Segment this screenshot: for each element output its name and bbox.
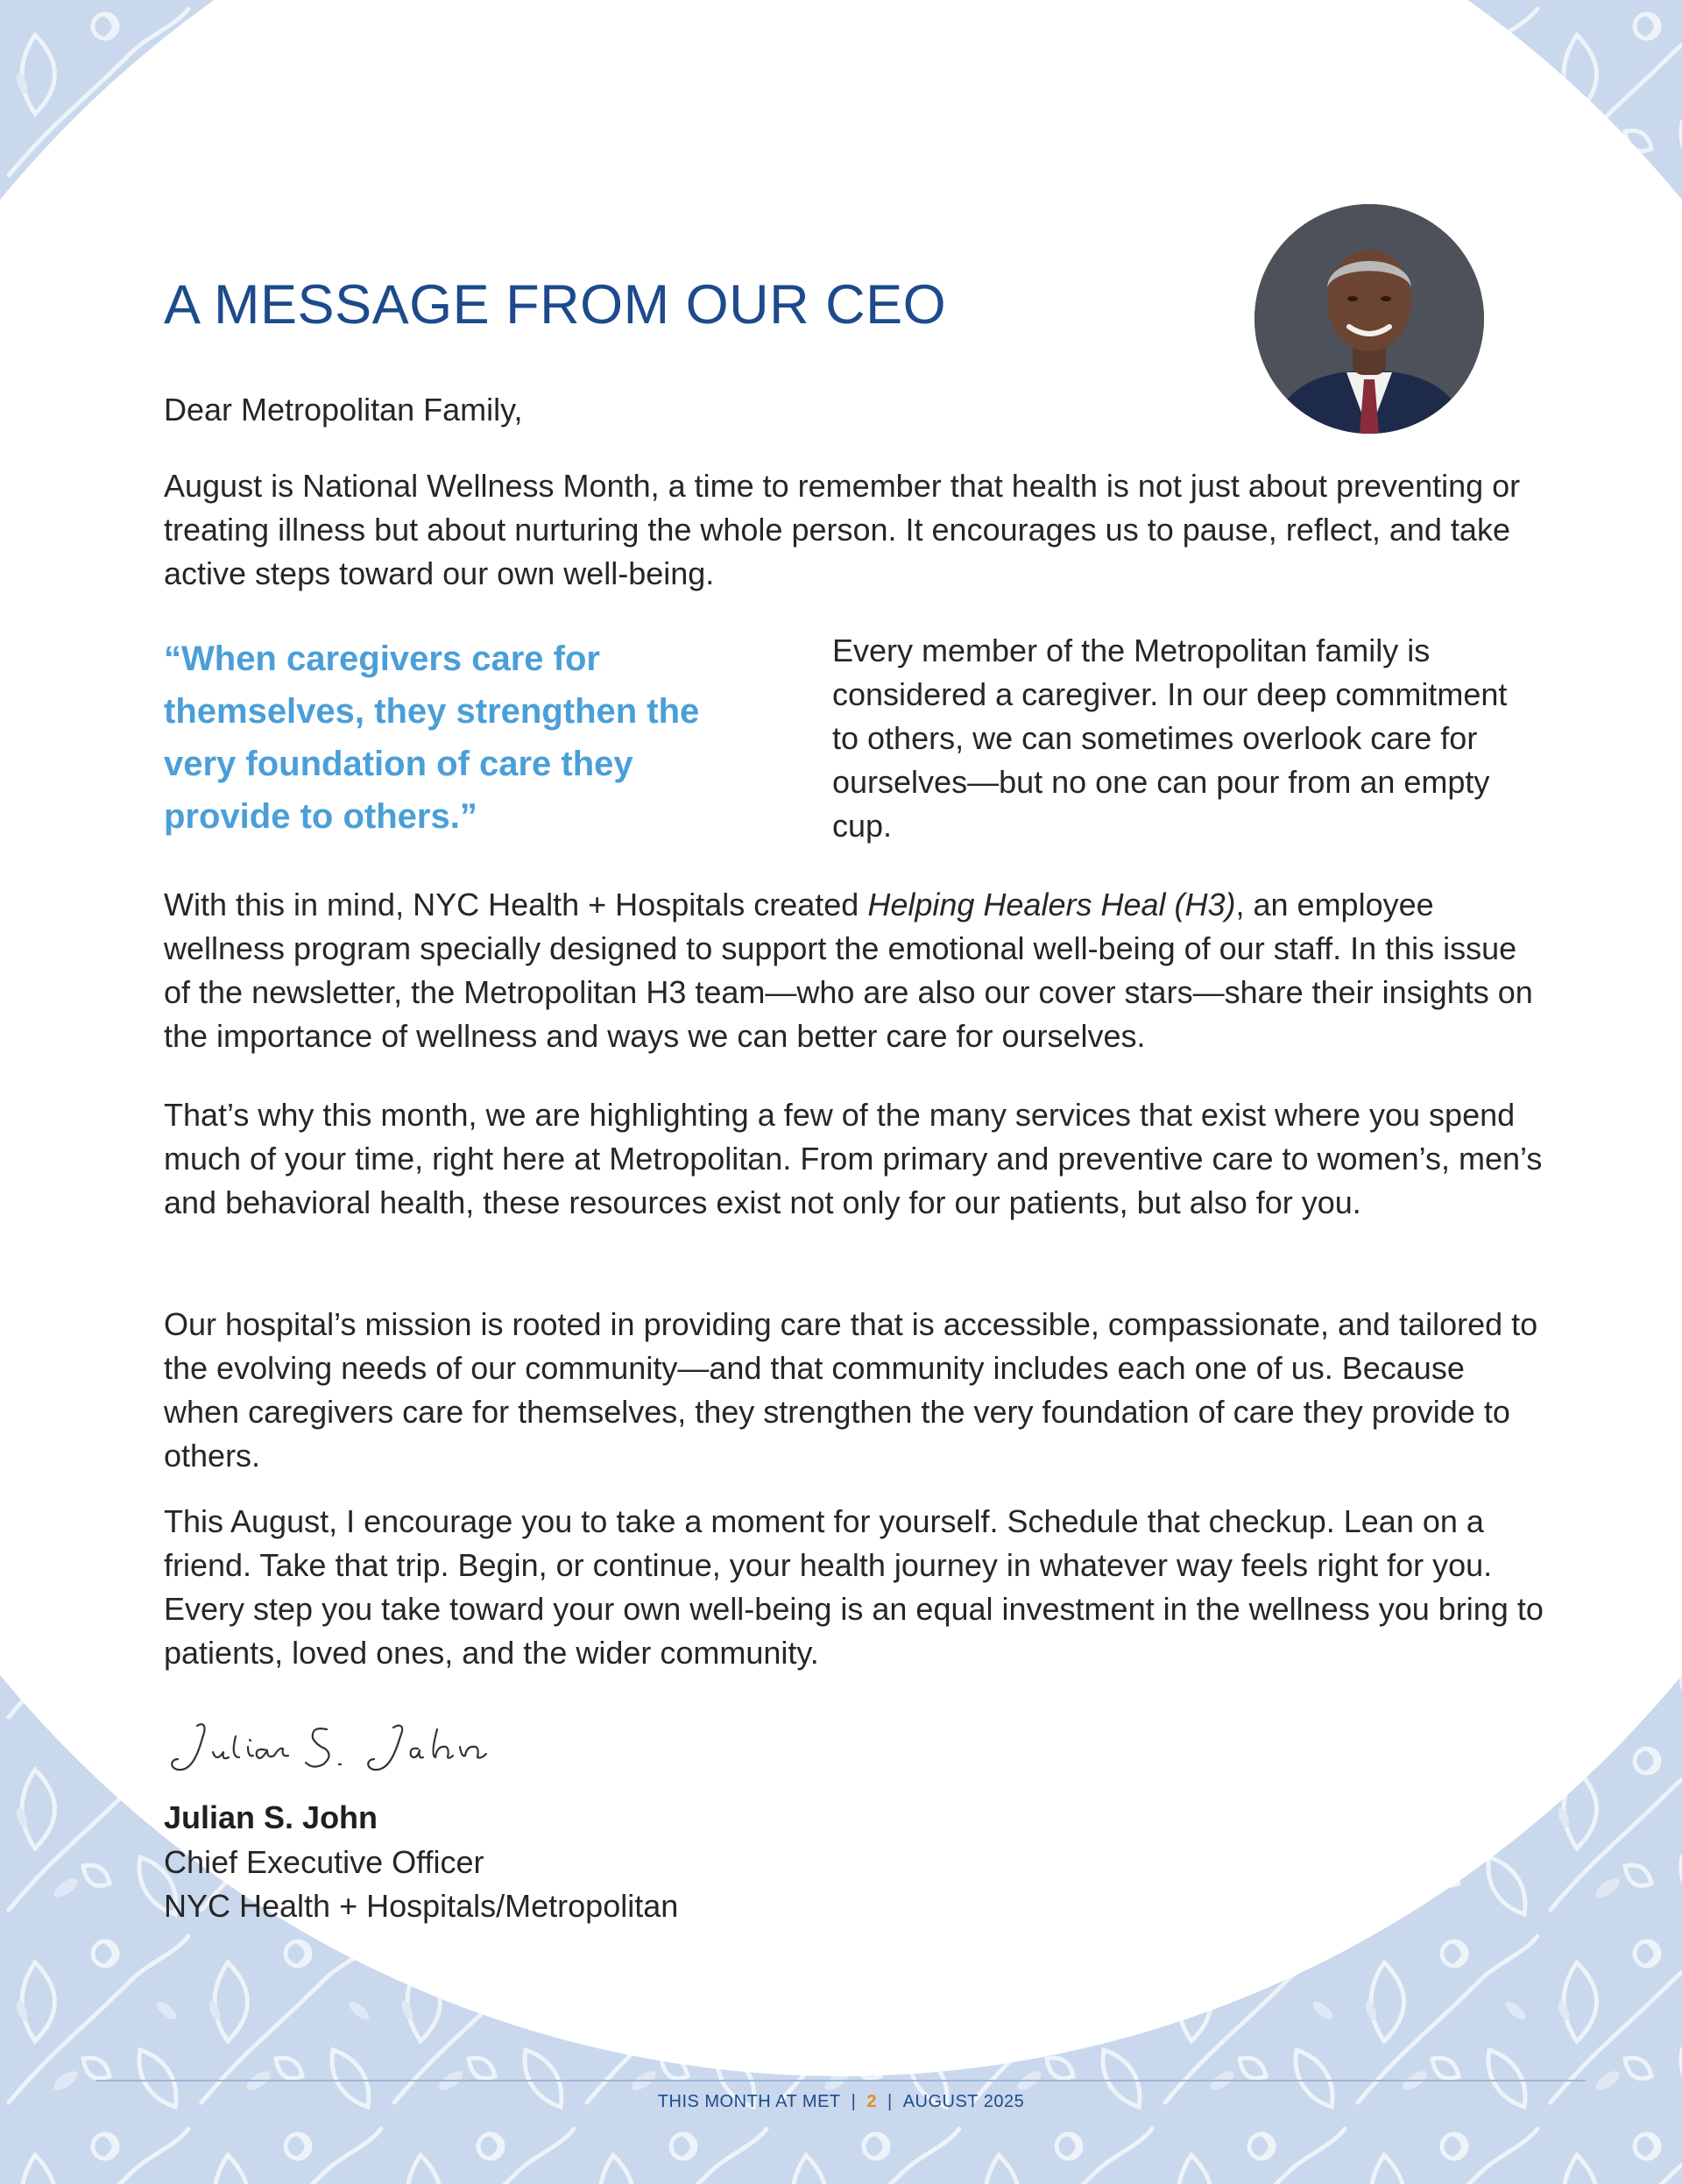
letter-greeting: Dear Metropolitan Family, [164, 392, 523, 428]
ceo-organization: NYC Health + Hospitals/Metropolitan [164, 1888, 679, 1924]
footer-separator: | [887, 2092, 893, 2111]
page-footer [0, 2092, 1682, 2112]
paragraph-services: That’s why this month, we are highlighting a few of the many services that exist where you spend much of your time, right here at Metropolitan. From primary and preventive care to women’s, men’s and behavioral health, these resources exist not only for our patients, but also for you. [164, 1097, 1543, 1220]
paragraph-caregiver: Every member of the Metropolitan family is considered a caregiver. In our deep commitment to others, we can sometimes overlook care for ourselves—but no one can pour from an empty cup. [832, 633, 1508, 844]
ceo-name: Julian S. John [164, 1799, 378, 1835]
h3-program-name: Helping Healers Heal (H3) [867, 887, 1236, 922]
page-number: 2 [866, 2092, 877, 2111]
footer-publication: THIS MONTH AT MET [657, 2092, 841, 2111]
pull-quote: “When caregivers care for themselves, they strengthen the very foundation of care they provide to others.” [164, 640, 700, 836]
paragraph-h3-program [164, 883, 1548, 1058]
footer-date: AUGUST 2025 [902, 2092, 1025, 2111]
footer-divider [96, 2080, 1586, 2082]
handwritten-signature [164, 1719, 532, 1780]
h3-text-after: , an employee wellness program specially designed to support the emotional well-being of our staff. In this issue of the newsletter, the Metropolitan H3 team—who are also our cover stars—share their insights on the importance of wellness and ways we can better care for ourselves. [164, 887, 1533, 1054]
ceo-title: Chief Executive Officer [164, 1844, 484, 1880]
ceo-portrait [1254, 204, 1484, 434]
paragraph-mission: Our hospital’s mission is rooted in providing care that is accessible, compassionate, and tailored to the evolving needs of our community—and that community includes each one of us. Because when caregivers care for themselves, they strengthen the very foundation of care they provide to others. [164, 1306, 1538, 1474]
page-title: A MESSAGE FROM OUR CEO [164, 274, 947, 336]
paragraph-encouragement: This August, I encourage you to take a moment for yourself. Schedule that checkup. Lean on a friend. Take that trip. Begin, or continue, your health journey in whatever way feels right for you. Every step you take toward your own well-being is an equal investment in the wellness you bring to patients, loved ones, and the wider community. [164, 1503, 1544, 1671]
paragraph-wellness-month: August is National Wellness Month, a time to remember that health is not just about preventing or treating illness but about nurturing the whole person. It encourages us to pause, reflect, and take active steps toward our own well-being. [164, 468, 1521, 591]
h3-text-before: With this in mind, NYC Health + Hospitals created [164, 887, 868, 922]
footer-separator: | [851, 2092, 857, 2111]
